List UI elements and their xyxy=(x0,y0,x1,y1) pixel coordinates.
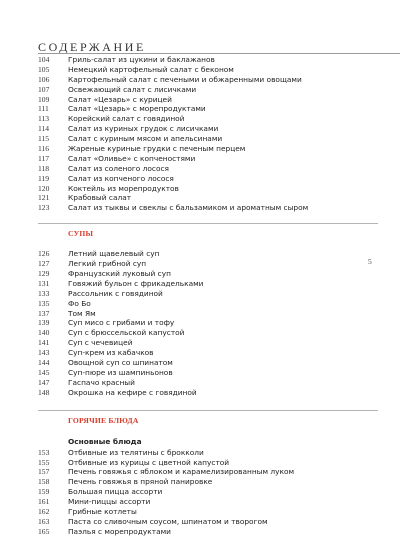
toc-entry-title: Корейский салат с говядиной xyxy=(68,114,185,124)
toc-entry-title: Гаспачо красный xyxy=(68,377,135,387)
toc-entry[interactable] xyxy=(38,114,378,124)
toc-entry[interactable] xyxy=(38,507,378,517)
toc-entry[interactable] xyxy=(38,55,378,65)
toc-entry[interactable] xyxy=(38,184,378,194)
toc-page-number: 126 xyxy=(38,249,50,259)
toc-page-number: 162 xyxy=(38,506,50,516)
toc-page-number: 107 xyxy=(38,84,50,94)
toc-page-number: 127 xyxy=(38,259,50,269)
toc-entry-title: Суп с чечевицей xyxy=(68,338,133,348)
toc-entry[interactable] xyxy=(38,104,378,114)
toc-page-number: 143 xyxy=(38,348,50,358)
toc-page-number: 153 xyxy=(38,447,50,457)
toc-entry[interactable] xyxy=(38,388,378,398)
toc-entry-title: Гриль-салат из цукини и баклажанов xyxy=(68,55,215,64)
section-heading-soups: СУПЫ xyxy=(68,229,94,239)
toc-entry[interactable] xyxy=(38,144,378,154)
toc-page-number: 106 xyxy=(38,74,50,84)
toc-entry[interactable] xyxy=(38,75,378,85)
toc-page-number: 123 xyxy=(38,203,50,213)
toc-entry-title: Картофельный салат с печеными и обжаренными овощами xyxy=(68,74,302,84)
toc-entry-title: Жареные куриные грудки с печеным перцем xyxy=(68,144,246,154)
toc-entry[interactable] xyxy=(38,289,378,299)
toc-page-number: 165 xyxy=(38,526,50,536)
toc-entry-title: Паэлья с морепродуктами xyxy=(68,526,171,536)
toc-entry-title: Легкий грибной суп xyxy=(68,259,147,269)
toc-entry-title: Печень говяжья в пряной панировке xyxy=(68,477,213,487)
toc-entry-title: Коктейль из морепродуктов xyxy=(68,183,179,193)
toc-entry-title: Салат из куриных грудок с лисичками xyxy=(68,124,219,134)
toc-entry[interactable] xyxy=(38,154,378,164)
toc-page-number: 105 xyxy=(38,64,50,74)
toc-page-number: 117 xyxy=(38,153,50,163)
toc-entry[interactable] xyxy=(38,124,378,134)
toc-page-number: 147 xyxy=(38,377,50,387)
section-heading-hot-dishes: ГОРЯЧИЕ БЛЮДА xyxy=(68,415,139,425)
toc-page-number: 161 xyxy=(38,497,50,507)
table-of-contents xyxy=(38,55,378,537)
toc-page-number: 148 xyxy=(38,387,50,397)
toc-entry[interactable] xyxy=(38,85,378,95)
toc-page-number: 119 xyxy=(38,173,50,183)
toc-entry-title: Суп-пюре из шампиньонов xyxy=(68,367,173,377)
toc-page-number: 163 xyxy=(38,516,50,526)
hot-dishes-list xyxy=(38,448,378,537)
header-rule xyxy=(38,53,400,54)
toc-entry-title: Салат «Оливье» с копченостями xyxy=(68,153,196,163)
toc-page-number: 109 xyxy=(38,94,50,104)
toc-entry[interactable] xyxy=(38,448,378,458)
toc-page-number: 131 xyxy=(38,278,50,288)
toc-entry[interactable] xyxy=(38,269,378,279)
toc-entry[interactable] xyxy=(38,358,378,368)
toc-page-number: 129 xyxy=(38,269,50,279)
toc-entry[interactable] xyxy=(38,249,378,259)
toc-entry-title: Салат из тыквы и свеклы с бальзамиком и ароматным сыром xyxy=(68,203,309,213)
toc-entry-title: Говяжий бульон с фрикадельками xyxy=(68,278,204,288)
toc-page-number: 116 xyxy=(38,144,50,154)
toc-entry[interactable] xyxy=(38,134,378,144)
toc-page-number: 158 xyxy=(38,477,50,487)
toc-entry[interactable] xyxy=(38,309,378,319)
toc-entry-title: Летний щавелевый суп xyxy=(68,249,160,259)
toc-entry-title: Суп мисо с грибами и тофу xyxy=(68,318,175,328)
toc-entry[interactable] xyxy=(38,467,378,477)
toc-entry-title: Том Ям xyxy=(68,308,96,318)
toc-entry-title: Окрошка на кефире с говядиной xyxy=(68,387,197,397)
toc-entry-title: Паста со сливочным соусом, шпинатом и творогом xyxy=(68,516,268,526)
toc-entry[interactable] xyxy=(38,193,378,203)
toc-page-number: 104 xyxy=(38,55,50,64)
toc-entry-title: Фо Бо xyxy=(68,298,91,308)
toc-page-number: 155 xyxy=(38,457,50,467)
toc-entry[interactable] xyxy=(38,527,378,537)
toc-entry-title: Крабовый салат xyxy=(68,193,132,203)
toc-page-number: 139 xyxy=(38,318,50,328)
toc-page-number: 157 xyxy=(38,467,50,477)
toc-page-number: 144 xyxy=(38,358,50,368)
toc-entry-title: Суп с брюссельской капустой xyxy=(68,328,185,338)
toc-entry-title: Печень говяжья с яблоком и карамелизированным луком xyxy=(68,467,295,477)
toc-page-number: 114 xyxy=(38,124,50,134)
toc-entry[interactable] xyxy=(38,65,378,75)
toc-entry-title: Салат из копченого лосося xyxy=(68,173,174,183)
toc-entry-title: Немецкий картофельный салат с беконом xyxy=(68,64,234,74)
toc-entry-title: Салат «Цезарь» с курицей xyxy=(68,94,172,104)
toc-entry-title: Отбивные из курицы с цветной капустой xyxy=(68,457,230,467)
toc-entry[interactable] xyxy=(38,259,378,269)
toc-page-number: 137 xyxy=(38,308,50,318)
toc-entry[interactable] xyxy=(38,279,378,289)
toc-page-number: 135 xyxy=(38,298,50,308)
toc-entry[interactable] xyxy=(38,318,378,328)
toc-entry[interactable] xyxy=(38,95,378,105)
page-number: 5 xyxy=(368,257,372,266)
toc-entry[interactable] xyxy=(38,487,378,497)
subheading-main-dishes: Основные блюда xyxy=(68,436,142,446)
toc-page-number: 118 xyxy=(38,163,50,173)
toc-entry-title: Большая пицца ассорти xyxy=(68,487,163,497)
section-divider xyxy=(38,410,378,411)
toc-entry[interactable] xyxy=(38,497,378,507)
toc-entry[interactable] xyxy=(38,458,378,468)
toc-entry[interactable] xyxy=(38,368,378,378)
toc-entry[interactable] xyxy=(38,477,378,487)
salads-list xyxy=(38,55,378,213)
toc-entry[interactable] xyxy=(38,174,378,184)
toc-entry-title: Отбивные из телятины с брокколи xyxy=(68,447,204,457)
soups-list xyxy=(38,249,378,397)
toc-page-number: 113 xyxy=(38,114,50,124)
toc-entry[interactable] xyxy=(38,348,378,358)
toc-page-number: 133 xyxy=(38,288,50,298)
toc-page-number: 159 xyxy=(38,487,50,497)
toc-entry[interactable] xyxy=(38,517,378,527)
toc-entry-title: Французский луковый суп xyxy=(68,269,171,279)
section-divider xyxy=(38,223,378,224)
toc-page-number: 141 xyxy=(38,338,50,348)
toc-entry-title: Овощной суп со шпинатом xyxy=(68,358,173,368)
toc-page-number: 120 xyxy=(38,183,50,193)
toc-entry[interactable] xyxy=(38,164,378,174)
toc-entry-title: Освежающий салат с лисичками xyxy=(68,84,197,94)
toc-entry[interactable] xyxy=(38,378,378,388)
toc-entry[interactable] xyxy=(38,328,378,338)
toc-entry-title: Салат «Цезарь» с морепродуктами xyxy=(68,104,206,114)
toc-page-number: 121 xyxy=(38,193,50,203)
page-header: СОДЕРЖАНИЕ xyxy=(38,40,146,54)
toc-entry-title: Салат с куриным мясом и апельсинами xyxy=(68,134,223,144)
toc-entry[interactable] xyxy=(38,203,378,213)
toc-entry[interactable] xyxy=(38,299,378,309)
toc-entry[interactable] xyxy=(38,338,378,348)
toc-page-number: 111 xyxy=(38,104,49,114)
toc-page-number: 115 xyxy=(38,134,50,144)
toc-entry-title: Салат из соленого лосося xyxy=(68,163,169,173)
toc-entry-title: Суп-крем из кабачков xyxy=(68,348,154,358)
toc-entry-title: Мини-пиццы ассорти xyxy=(68,497,151,507)
toc-entry-title: Грибные котлеты xyxy=(68,506,137,516)
toc-page-number: 140 xyxy=(38,328,50,338)
toc-entry-title: Рассольник с говядиной xyxy=(68,288,163,298)
toc-page-number: 145 xyxy=(38,367,50,377)
